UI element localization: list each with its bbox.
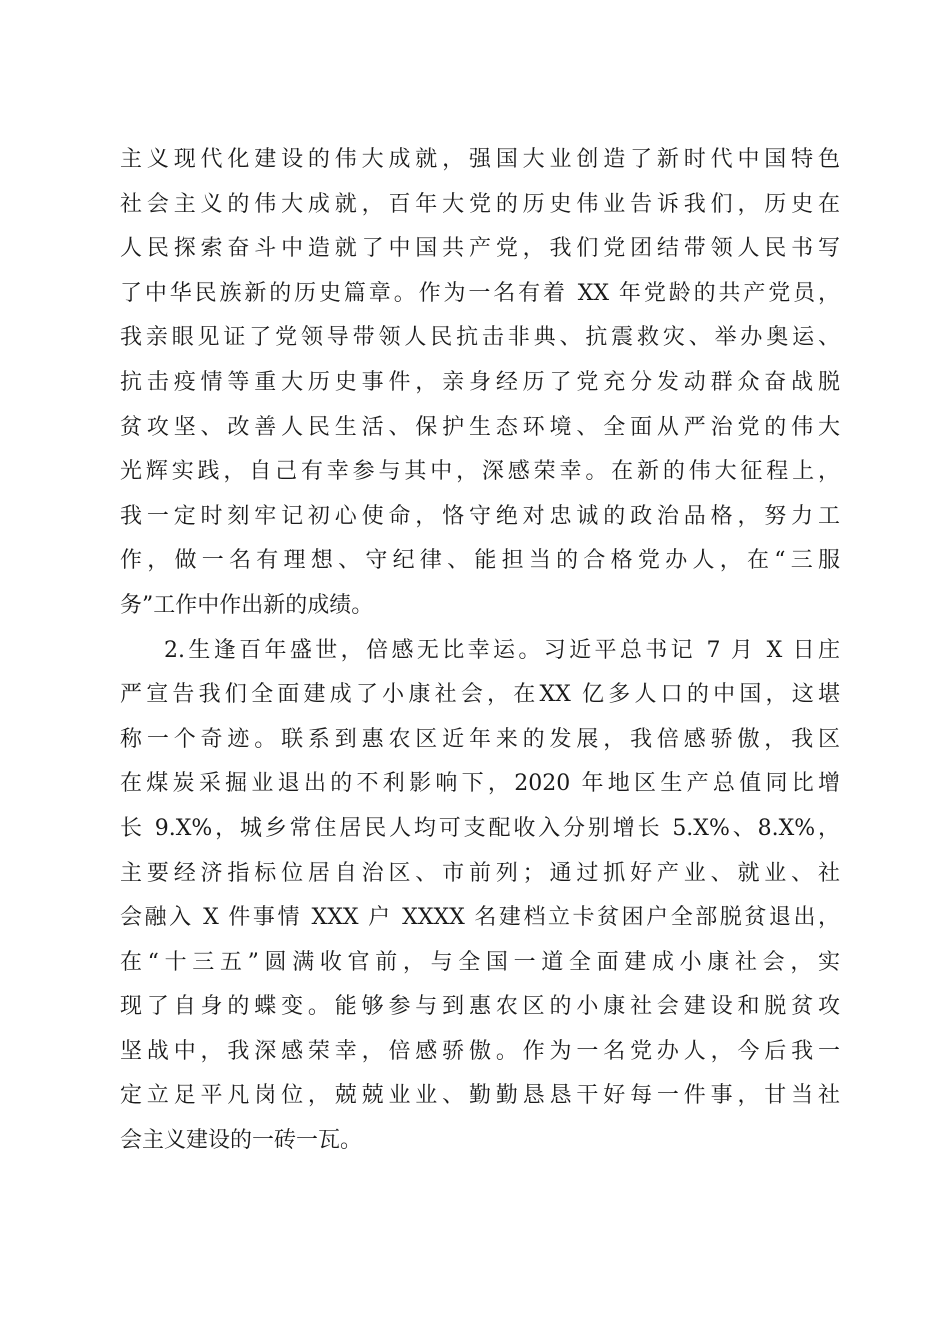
text-line: 我一定时刻牢记初心使命，恪守绝对忠诚的政治品格，努力工 xyxy=(120,503,840,529)
text-line: 严宣告我们全面建成了小康社会，在XX 亿多人口的中国，这堪 xyxy=(120,682,840,708)
text-line: 长 9.X%，城乡常住居民人均可支配收入分别增长 5.X%、8.X%， xyxy=(120,815,840,841)
text-line: 主要经济指标位居自治区、市前列；通过抓好产业、就业、社 xyxy=(120,860,840,886)
text-line: 会融入 X 件事情 XXX 户 XXXX 名建档立卡贫困户全部脱贫退出， xyxy=(120,905,840,931)
text-line: 会主义建设的一砖一瓦。 xyxy=(120,1128,363,1154)
paragraph-first-line: 2.生逢百年盛世，倍感无比幸运。习近平总书记 7 月 X 日庄 xyxy=(164,637,840,663)
text-line: 主义现代化建设的伟大成就，强国大业创造了新时代中国特色 xyxy=(120,147,840,172)
text-line: 我亲眼见证了党领导带领人民抗击非典、抗震救灾、举办奥运、 xyxy=(120,325,840,351)
text-line: 在煤炭采掘业退出的不利影响下，2020 年地区生产总值同比增 xyxy=(120,771,840,797)
text-line: 了中华民族新的历史篇章。作为一名有着 XX 年党龄的共产党员， xyxy=(120,280,840,306)
text-line: 称一个奇迹。联系到惠农区近年来的发展，我倍感骄傲，我区 xyxy=(120,726,840,752)
text-line: 务”工作中作出新的成绩。 xyxy=(120,592,374,618)
text-line: 贫攻坚、改善人民生活、保护生态环境、全面从严治党的伟大 xyxy=(120,414,840,440)
text-line: 在“十三五”圆满收官前，与全国一道全面建成小康社会，实 xyxy=(120,949,840,975)
text-line: 抗击疫情等重大历史事件，亲身经历了党充分发动群众奋战脱 xyxy=(120,369,840,395)
text-line: 光辉实践，自己有幸参与其中，深感荣幸。在新的伟大征程上， xyxy=(120,459,840,485)
text-line: 坚战中，我深感荣幸，倍感骄傲。作为一名党办人，今后我一 xyxy=(120,1038,840,1064)
document-body xyxy=(120,138,840,1164)
text-line: 现了自身的蝶变。能够参与到惠农区的小康社会建设和脱贫攻 xyxy=(120,994,840,1020)
text-line: 人民探索奋斗中造就了中国共产党，我们党团结带领人民书写 xyxy=(120,236,840,262)
text-line: 社会主义的伟大成就，百年大党的历史伟业告诉我们，历史在 xyxy=(120,191,840,217)
text-line: 定立足平凡岗位，兢兢业业、勤勤恳恳干好每一件事，甘当社 xyxy=(120,1083,840,1109)
text-line: 作，做一名有理想、守纪律、能担当的合格党办人，在“三服 xyxy=(120,548,840,574)
